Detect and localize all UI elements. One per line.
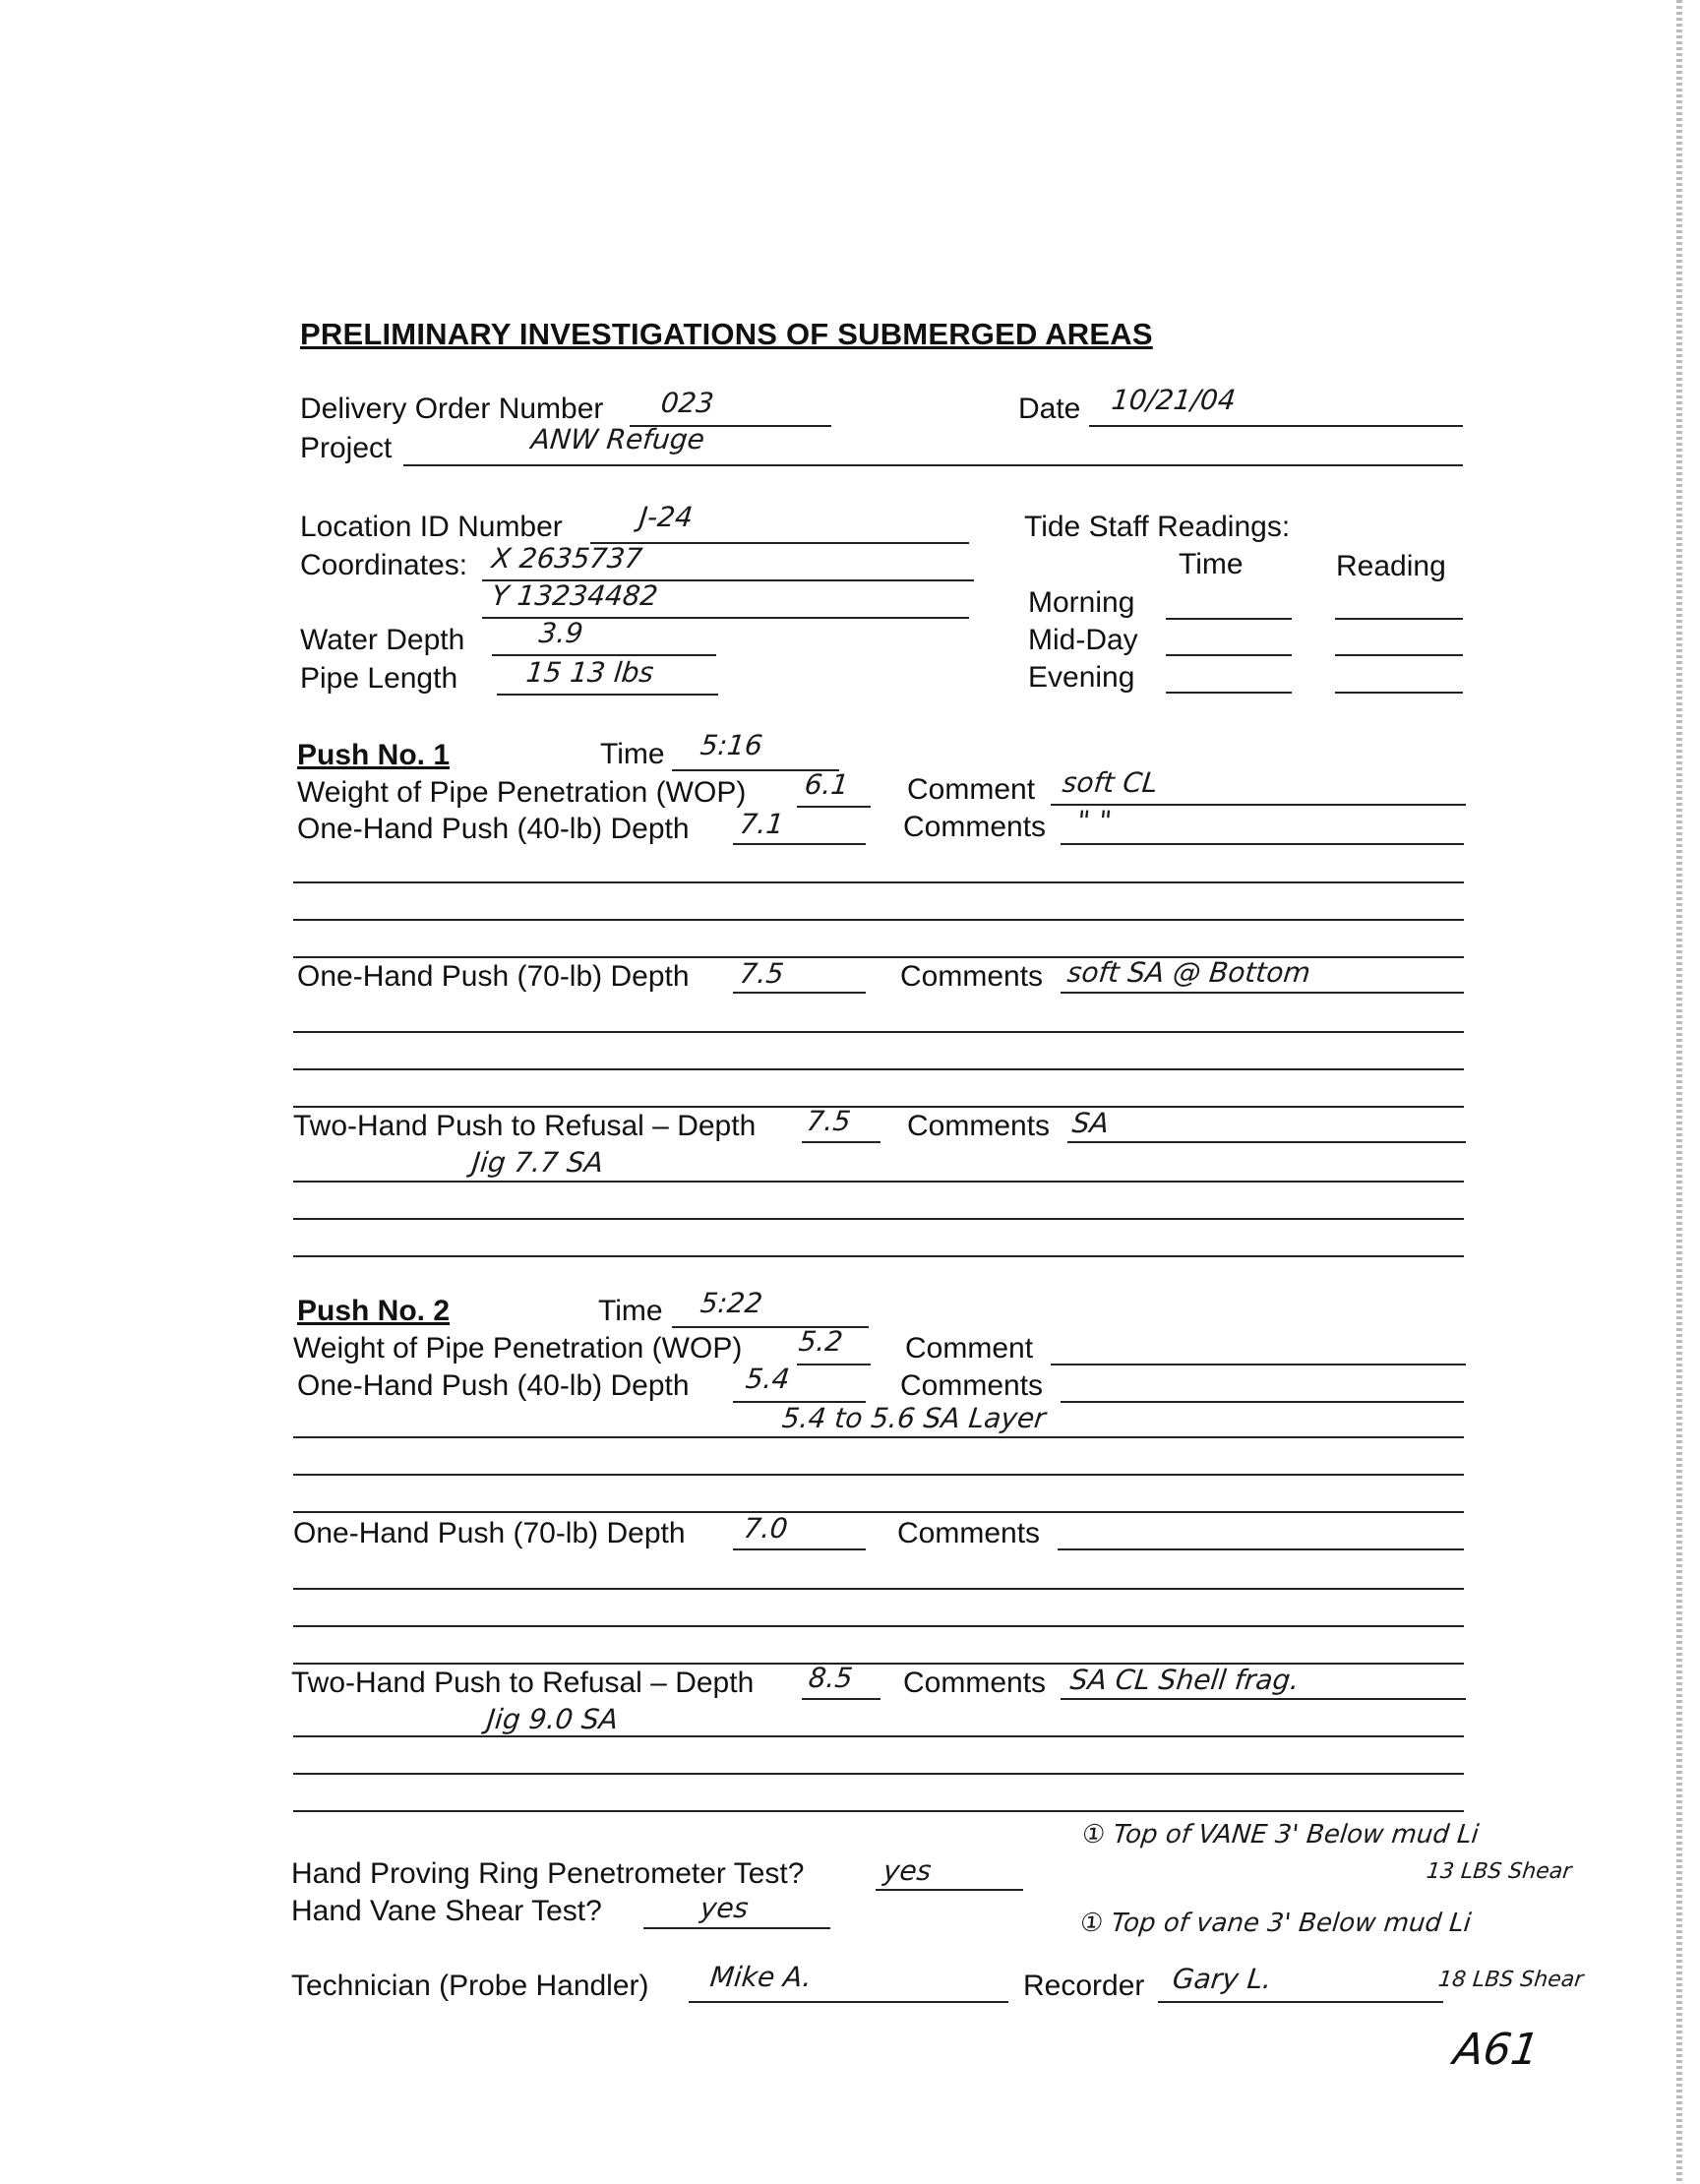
midday-label: Mid-Day: [1028, 624, 1138, 656]
push-1-jig-note[interactable]: Jig 7.7 SA: [470, 1146, 605, 1179]
push-1-two-hand-depth[interactable]: 7.5: [805, 1105, 853, 1137]
location-id-value[interactable]: J-24: [638, 501, 695, 533]
push-2-two-hand-comments[interactable]: SA CL Shell frag.: [1068, 1664, 1302, 1696]
push-1-40lb-label: One-Hand Push (40-lb) Depth: [297, 813, 690, 845]
push-1-wop-comment-label: Comment: [907, 773, 1036, 806]
push-2-70lb-depth[interactable]: 7.0: [742, 1512, 790, 1545]
page-number-handwritten: A61: [1450, 2025, 1543, 2075]
technician-label: Technician (Probe Handler): [291, 1970, 649, 2002]
morning-label: Morning: [1028, 586, 1135, 619]
push-2-wop-comment-label: Comment: [905, 1332, 1034, 1365]
push-2-wop-label: Weight of Pipe Penetration (WOP): [293, 1332, 743, 1365]
delivery-order-label: Delivery Order Number: [300, 393, 604, 425]
push-2-layer-note[interactable]: 5.4 to 5.6 SA Layer: [780, 1402, 1048, 1434]
form-title: PRELIMINARY INVESTIGATIONS OF SUBMERGED AREAS: [300, 317, 1153, 351]
vane-note-2-line2: 18 LBS Shear: [1436, 1968, 1585, 1992]
push-1-two-hand-comments[interactable]: SA: [1070, 1107, 1111, 1139]
coordinate-x-value[interactable]: X 2635737: [490, 542, 644, 575]
water-depth-value[interactable]: 3.9: [537, 617, 585, 649]
push-1-40lb-depth[interactable]: 7.1: [738, 808, 786, 840]
vane-note-1-line2: 13 LBS Shear: [1425, 1859, 1573, 1884]
push-2-two-hand-depth[interactable]: 8.5: [807, 1662, 855, 1694]
push-2-jig-note[interactable]: Jig 9.0 SA: [485, 1703, 620, 1735]
push-2-time-label: Time: [598, 1295, 663, 1327]
recorder-label: Recorder: [1023, 1970, 1145, 2002]
date-value[interactable]: 10/21/04: [1110, 384, 1238, 416]
pipe-length-value[interactable]: 15 13 lbs: [524, 656, 655, 689]
vane-note-1-line1: ① Top of VANE 3' Below mud Li: [1080, 1820, 1481, 1850]
push-1-wop-label: Weight of Pipe Penetration (WOP): [297, 776, 747, 809]
push-2-two-hand-comments-label: Comments: [903, 1667, 1047, 1699]
project-label: Project: [300, 432, 393, 464]
technician-value[interactable]: Mike A.: [708, 1961, 814, 1993]
date-label: Date: [1018, 393, 1081, 425]
push-1-header: Push No. 1: [297, 739, 451, 771]
proving-ring-value[interactable]: yes: [881, 1854, 934, 1887]
tide-time-column: Time: [1179, 548, 1244, 580]
push-1-time-label: Time: [600, 738, 665, 770]
push-2-40lb-comments-label: Comments: [900, 1369, 1044, 1402]
push-2-two-hand-label: Two-Hand Push to Refusal – Depth: [291, 1667, 755, 1699]
delivery-order-value[interactable]: 023: [659, 387, 716, 419]
coordinates-label: Coordinates:: [300, 549, 468, 581]
push-1-70lb-comments[interactable]: soft SA @ Bottom: [1065, 956, 1312, 989]
push-1-two-hand-label: Two-Hand Push to Refusal – Depth: [293, 1110, 757, 1142]
push-2-time-value[interactable]: 5:22: [698, 1287, 764, 1319]
push-1-70lb-label: One-Hand Push (70-lb) Depth: [297, 960, 690, 993]
proving-ring-label: Hand Proving Ring Penetrometer Test?: [291, 1857, 805, 1890]
recorder-value[interactable]: Gary L.: [1171, 1963, 1274, 1995]
push-2-70lb-comments-label: Comments: [897, 1517, 1041, 1549]
tide-reading-column: Reading: [1336, 550, 1446, 582]
evening-label: Evening: [1028, 661, 1135, 694]
vane-shear-label: Hand Vane Shear Test?: [291, 1895, 602, 1927]
water-depth-label: Water Depth: [300, 624, 465, 656]
push-2-40lb-label: One-Hand Push (40-lb) Depth: [297, 1369, 690, 1402]
push-2-70lb-label: One-Hand Push (70-lb) Depth: [293, 1517, 686, 1549]
push-2-40lb-depth[interactable]: 5.4: [744, 1363, 792, 1395]
project-value[interactable]: ANW Refuge: [529, 423, 706, 455]
push-1-wop-comment[interactable]: soft CL: [1061, 766, 1160, 799]
tide-staff-label: Tide Staff Readings:: [1024, 511, 1291, 543]
location-id-label: Location ID Number: [300, 511, 563, 543]
push-1-40lb-comments-label: Comments: [903, 811, 1047, 843]
push-1-two-hand-comments-label: Comments: [907, 1110, 1051, 1142]
pipe-length-label: Pipe Length: [300, 662, 458, 695]
push-2-wop-value[interactable]: 5.2: [797, 1325, 845, 1358]
push-1-70lb-depth[interactable]: 7.5: [738, 957, 786, 990]
scan-edge: [1676, 0, 1682, 2184]
push-1-time-value[interactable]: 5:16: [698, 729, 764, 761]
push-2-header: Push No. 2: [297, 1295, 451, 1327]
push-1-40lb-comments[interactable]: " ": [1075, 805, 1114, 837]
coordinate-y-value[interactable]: Y 13234482: [490, 579, 660, 612]
vane-shear-value[interactable]: yes: [698, 1892, 751, 1924]
push-1-wop-value[interactable]: 6.1: [803, 768, 851, 801]
vane-note-2-line1: ① Top of vane 3' Below mud Li: [1078, 1909, 1473, 1938]
push-1-70lb-comments-label: Comments: [900, 960, 1044, 993]
